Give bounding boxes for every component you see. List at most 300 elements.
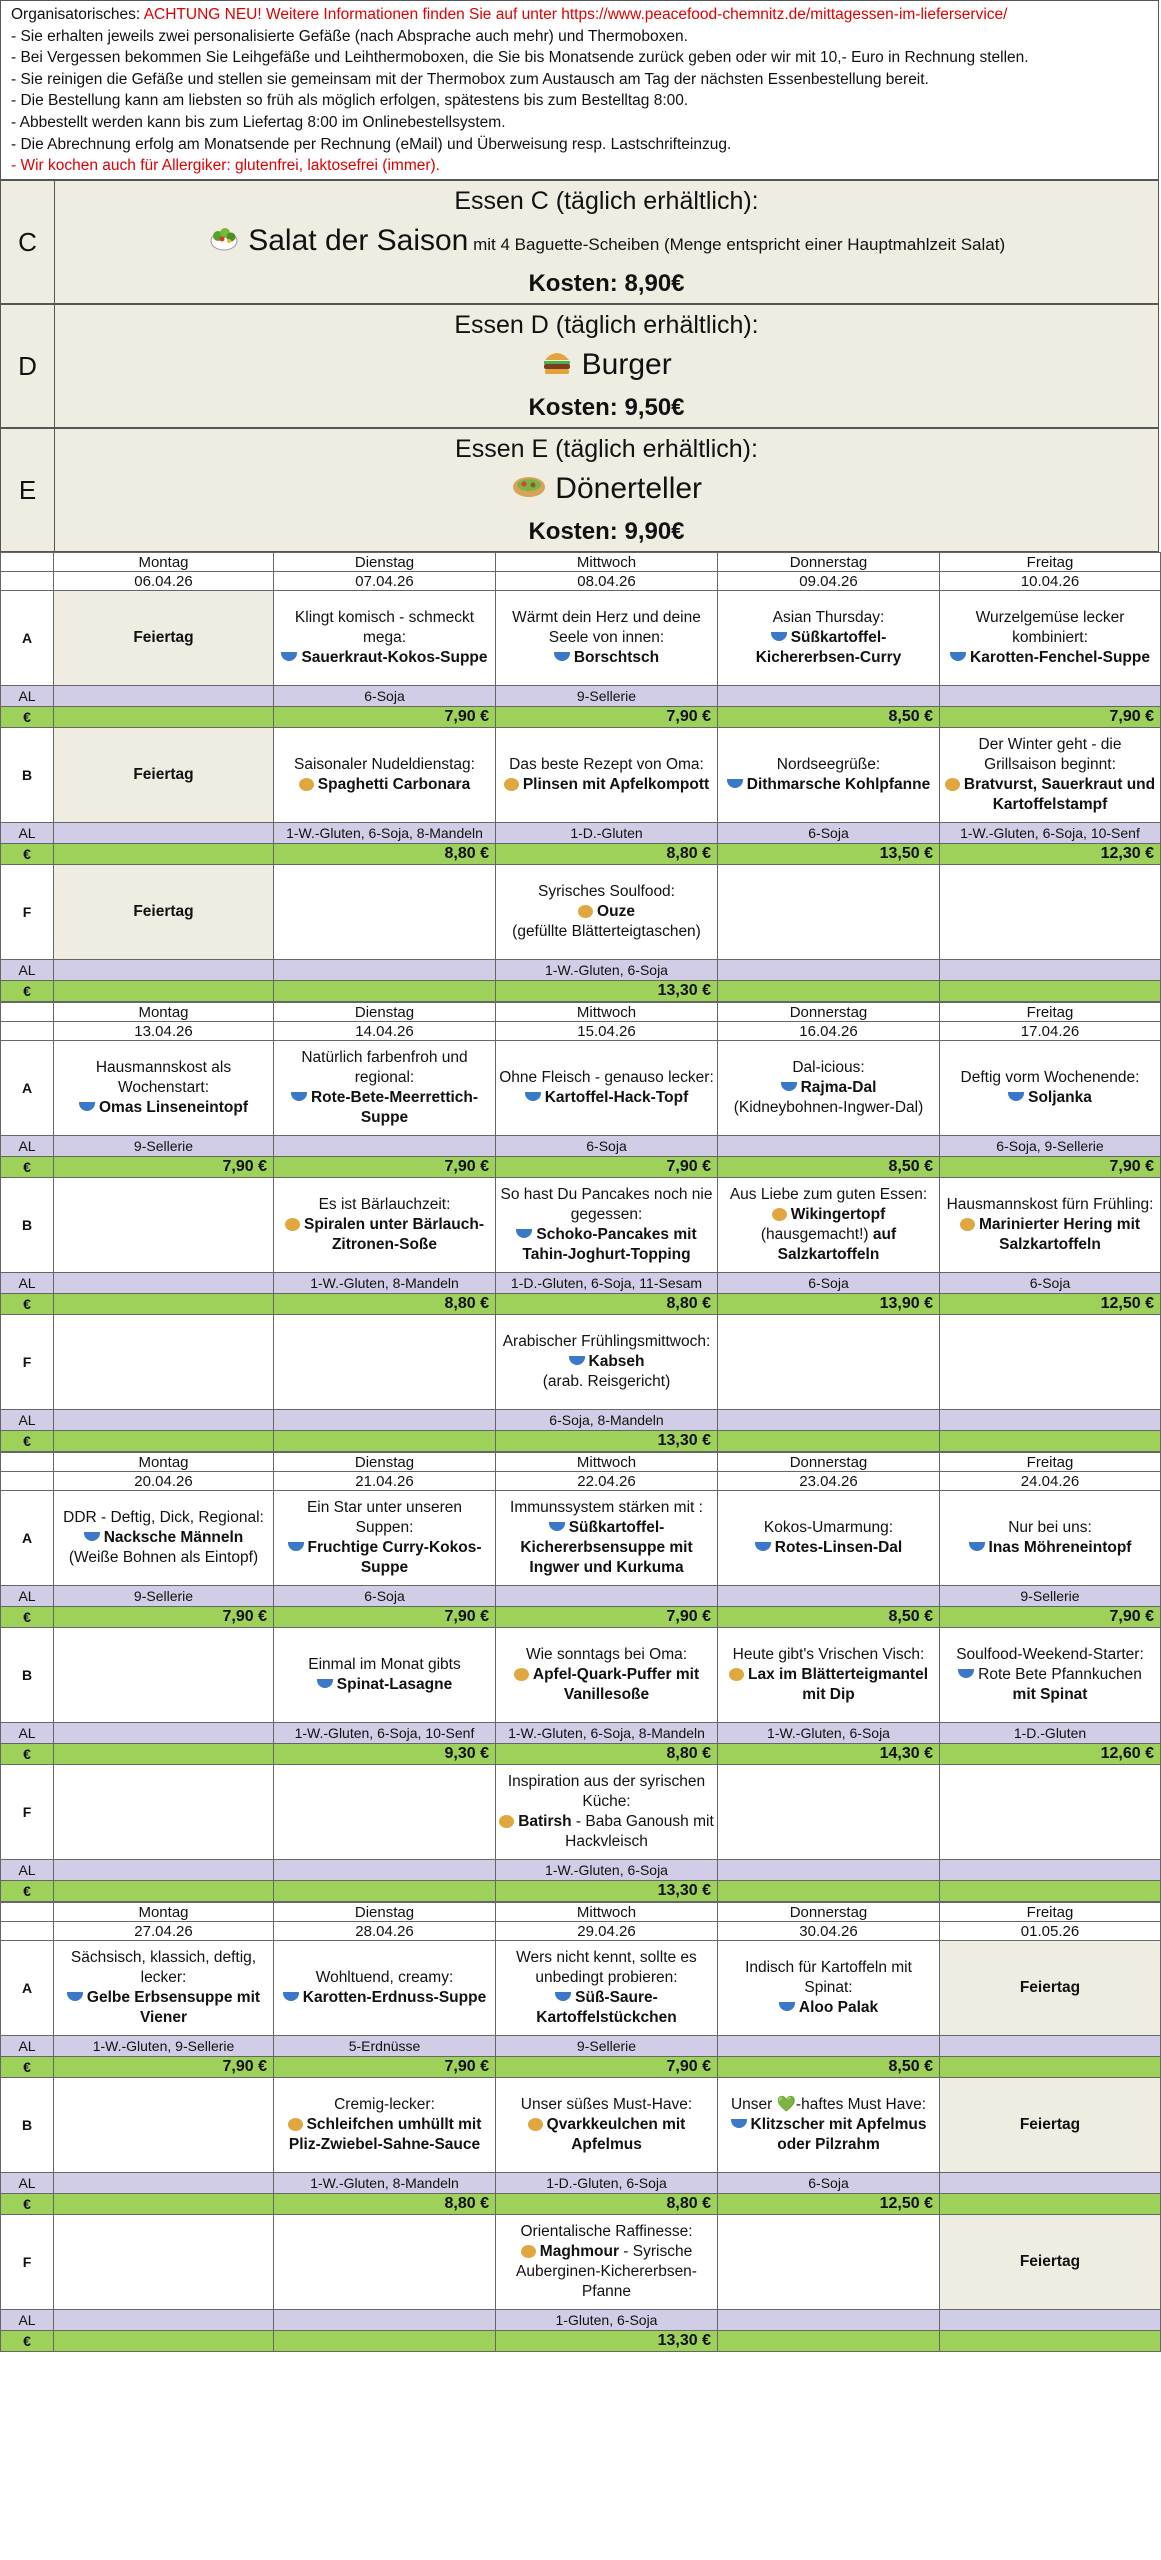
meal-plate-icon	[960, 1218, 975, 1231]
menu-cell[interactable]	[496, 1765, 718, 1860]
row-label: F	[1, 2215, 54, 2310]
dish-name: Rotes-Linsen-Dal	[774, 1539, 903, 1556]
empty-cell	[940, 1315, 1161, 1410]
menu-cell[interactable]	[940, 1491, 1161, 1586]
empty-cell	[718, 2215, 940, 2310]
menu-cell[interactable]	[940, 728, 1161, 823]
allergen-row	[1, 2173, 1161, 2194]
menu-cell[interactable]	[54, 1041, 274, 1136]
holiday-cell: Feiertag	[940, 2078, 1161, 2173]
row-label: €	[1, 2194, 54, 2215]
empty-cell	[940, 1765, 1161, 1860]
menu-row-a	[1, 1491, 1161, 1586]
empty-cell	[54, 1628, 274, 1723]
allergen-cell: 9-Sellerie	[940, 1586, 1161, 1607]
soup-bowl-icon	[281, 652, 297, 661]
dish-intro: DDR - Deftig, Dick, Regional:	[63, 1509, 264, 1526]
allergen-cell	[718, 2036, 940, 2057]
price-row	[1, 844, 1161, 865]
row-label: €	[1, 1431, 54, 1452]
row-label: AL	[1, 2036, 54, 2057]
dish-name: Dithmarsche Kohlpfanne	[746, 776, 931, 793]
soup-bowl-icon	[291, 1092, 307, 1101]
row-label: AL	[1, 1273, 54, 1294]
date-label: 14.04.26	[274, 1022, 496, 1041]
row-label: €	[1, 2057, 54, 2078]
allergen-row	[1, 1586, 1161, 1607]
allergen-row	[1, 823, 1161, 844]
weekday-label: Freitag	[940, 1903, 1161, 1922]
allergen-cell: 6-Soja, 9-Sellerie	[940, 1136, 1161, 1157]
price-cell	[940, 2194, 1161, 2215]
menu-cell[interactable]	[274, 591, 496, 686]
empty-cell	[718, 865, 940, 960]
menu-cell[interactable]	[718, 1178, 940, 1273]
row-label: AL	[1, 1860, 54, 1881]
price-row	[1, 2194, 1161, 2215]
weekly-menu	[0, 552, 1160, 2352]
soup-bowl-icon	[727, 779, 743, 788]
allergen-row	[1, 1860, 1161, 1881]
price-cell: 7,90 €	[496, 2057, 718, 2078]
empty-cell	[718, 1315, 940, 1410]
price-cell: 7,90 €	[274, 1607, 496, 1628]
weekday-label: Montag	[54, 1003, 274, 1022]
price-row	[1, 1881, 1161, 1902]
dish-intro: Ein Star unter unseren Suppen:	[306, 1499, 463, 1536]
menu-row-b	[1, 2078, 1161, 2173]
price-cell: 7,90 €	[54, 1607, 274, 1628]
row-label: AL	[1, 686, 54, 707]
price-cell: 8,80 €	[496, 1294, 718, 1315]
dish-name: Bratvurst, Sauerkraut und Kartoffelstampf	[963, 776, 1156, 813]
menu-cell[interactable]	[274, 728, 496, 823]
menu-cell[interactable]	[496, 865, 718, 960]
empty-cell	[54, 2215, 274, 2310]
empty-cell	[274, 2215, 496, 2310]
date-label: 21.04.26	[274, 1472, 496, 1491]
holiday-cell: Feiertag	[940, 2215, 1161, 2310]
weekday-label: Freitag	[940, 1003, 1161, 1022]
date-label: 22.04.26	[496, 1472, 718, 1491]
dish-desc: (arab. Reisgericht)	[542, 1373, 671, 1390]
menu-cell[interactable]	[54, 1941, 274, 2036]
date-label: 10.04.26	[940, 572, 1161, 591]
soup-bowl-icon	[554, 652, 570, 661]
row-label: A	[1, 1491, 54, 1586]
meal-plate-icon	[288, 2118, 303, 2131]
meal-plate-icon	[729, 1668, 744, 1681]
dish-intro: Aus Liebe zum guten Essen:	[729, 1186, 928, 1203]
allergen-cell: 6-Soja	[718, 1273, 940, 1294]
row-label: A	[1, 1941, 54, 2036]
dish-name: Sauerkraut-Kokos-Suppe	[301, 649, 488, 666]
dish-intro: Dal-icious:	[792, 1059, 865, 1076]
price-cell	[718, 1881, 940, 1902]
allergen-cell	[274, 1136, 496, 1157]
dish-intro: Wohltuend, creamy:	[315, 1969, 454, 1986]
menu-cell[interactable]	[718, 591, 940, 686]
special-name: Burger	[581, 347, 672, 381]
soup-bowl-icon	[516, 1229, 532, 1238]
row-label: €	[1, 981, 54, 1002]
price-row	[1, 707, 1161, 728]
doner-icon	[511, 470, 547, 510]
price-cell: 7,90 €	[54, 1157, 274, 1178]
dish-intro: Orientalische Raffinesse:	[520, 2223, 693, 2240]
menu-cell[interactable]	[496, 1178, 718, 1273]
soup-bowl-icon	[549, 1522, 565, 1531]
row-label: €	[1, 2331, 54, 2352]
allergen-cell: 1-D.-Gluten, 6-Soja, 11-Sesam	[496, 1273, 718, 1294]
row-label: F	[1, 865, 54, 960]
menu-cell[interactable]	[718, 728, 940, 823]
menu-cell[interactable]	[496, 1941, 718, 2036]
meal-plate-icon	[528, 2118, 543, 2131]
holiday-cell: Feiertag	[54, 591, 274, 686]
info-link-notice[interactable]: ACHTUNG NEU! Weitere Informationen finden Sie auf unter https://www.peacefood-chemnitz.de/mittagessen-im-lieferservice/	[143, 6, 1008, 23]
price-cell	[54, 1431, 274, 1452]
dish-name: Wikingertopf	[790, 1206, 886, 1223]
holiday-cell: Feiertag	[940, 1941, 1161, 2036]
date-label: 23.04.26	[718, 1472, 940, 1491]
row-label: €	[1, 707, 54, 728]
row-label: F	[1, 1765, 54, 1860]
allergen-cell: 1-W.-Gluten, 6-Soja	[496, 1860, 718, 1881]
allergen-cell	[718, 1586, 940, 1607]
price-cell: 14,30 €	[718, 1744, 940, 1765]
allergen-row	[1, 960, 1161, 981]
allergen-cell	[54, 686, 274, 707]
weekday-label: Freitag	[940, 553, 1161, 572]
allergen-cell	[54, 1860, 274, 1881]
dish-intro: Indisch für Kartoffeln mit Spinat:	[745, 1959, 912, 1996]
price-cell: 7,90 €	[274, 1157, 496, 1178]
allergen-cell	[54, 823, 274, 844]
soup-bowl-icon	[317, 1679, 333, 1688]
dish-intro: Immunssystem stärken mit :	[510, 1499, 703, 1516]
weekday-label: Montag	[54, 1453, 274, 1472]
dish-name: Spiralen unter Bärlauch-Zitronen-Soße	[303, 1216, 484, 1253]
special-header: Essen C (täglich erhältlich):	[454, 187, 759, 215]
price-cell: 13,30 €	[496, 1881, 718, 1902]
weekday-label: Donnerstag	[718, 1903, 940, 1922]
row-label: AL	[1, 1586, 54, 1607]
price-cell: 8,80 €	[496, 1744, 718, 1765]
weekday-label: Freitag	[940, 1453, 1161, 1472]
price-cell	[718, 981, 940, 1002]
menu-cell[interactable]	[274, 1941, 496, 2036]
special-header: Essen E (täglich erhältlich):	[455, 435, 758, 463]
menu-cell[interactable]	[274, 1491, 496, 1586]
price-row	[1, 1744, 1161, 1765]
price-cell: 8,80 €	[274, 844, 496, 865]
date-label: 29.04.26	[496, 1922, 718, 1941]
menu-cell[interactable]	[496, 728, 718, 823]
weekday-label: Dienstag	[274, 1453, 496, 1472]
weekday-row	[1, 1903, 1161, 1922]
dish-name: Ouze	[597, 903, 635, 920]
menu-row-b	[1, 1628, 1161, 1723]
weekday-label: Dienstag	[274, 1903, 496, 1922]
dish-name: Karotten-Fenchel-Suppe	[970, 649, 1150, 666]
price-cell	[274, 981, 496, 1002]
dish-intro: Wers nicht kennt, sollte es unbedingt probieren:	[516, 1949, 697, 1986]
dish-intro: Das beste Rezept von Oma:	[509, 756, 704, 773]
menu-cell[interactable]	[274, 2078, 496, 2173]
dish-side: auf Salzkartoffeln	[777, 1226, 897, 1263]
info-line: - Sie erhalten jeweils zwei personalisierte Gefäße (nach Absprache auch mehr) und Thermoboxen.	[11, 27, 688, 45]
price-cell	[54, 2194, 274, 2215]
dish-name: Qvarkkeulchen mit Apfelmus	[546, 2116, 686, 2153]
price-cell	[940, 981, 1161, 1002]
row-label: AL	[1, 960, 54, 981]
dish-intro: Der Winter geht - die Grillsaison beginnt:	[978, 736, 1122, 773]
menu-cell[interactable]	[54, 1491, 274, 1586]
meal-plate-icon	[772, 1208, 787, 1221]
menu-row-f	[1, 2215, 1161, 2310]
meal-plate-icon	[521, 2245, 536, 2258]
dish-name: Rajma-Dal	[800, 1079, 877, 1096]
special-desc: mit 4 Baguette-Scheiben (Menge entspricht einer Hauptmahlzeit Salat)	[468, 234, 1006, 254]
date-row	[1, 572, 1161, 591]
allergen-cell: 1-D.-Gluten	[496, 823, 718, 844]
menu-cell[interactable]	[718, 1041, 940, 1136]
allergen-cell	[718, 960, 940, 981]
price-row	[1, 1607, 1161, 1628]
dish-name: Nacksche Männeln	[103, 1529, 244, 1546]
week-table	[0, 552, 1161, 1002]
price-cell: 9,30 €	[274, 1744, 496, 1765]
holiday-cell: Feiertag	[54, 865, 274, 960]
dish-name: Marinierter Hering mit Salzkartoffeln	[978, 1216, 1141, 1253]
price-cell: 7,90 €	[940, 707, 1161, 728]
price-cell: 13,50 €	[718, 844, 940, 865]
salad-icon	[208, 222, 240, 262]
soup-bowl-icon	[755, 1542, 771, 1551]
allergen-cell: 1-Gluten, 6-Soja	[496, 2310, 718, 2331]
price-cell: 13,30 €	[496, 1431, 718, 1452]
dish-intro: Es ist Bärlauchzeit:	[318, 1196, 451, 1213]
allergen-cell: 1-W.-Gluten, 6-Soja, 10-Senf	[274, 1723, 496, 1744]
dish-name: Aloo Palak	[798, 1999, 879, 2016]
price-row	[1, 1294, 1161, 1315]
price-cell	[54, 844, 274, 865]
dish-intro: Hausmannskost fürn Frühling:	[946, 1196, 1154, 1213]
special-header: Essen D (täglich erhältlich):	[454, 311, 759, 339]
allergen-cell	[940, 2173, 1161, 2194]
dish-intro: Syrisches Soulfood:	[538, 883, 675, 900]
info-line: - Sie reinigen die Gefäße und stellen sie gemeinsam mit der Thermobox zum Austausch am Tag der nächsten Essenbestellung bereit.	[11, 70, 929, 88]
menu-cell[interactable]	[496, 1628, 718, 1723]
menu-row-a	[1, 1041, 1161, 1136]
weekday-label: Donnerstag	[718, 553, 940, 572]
meal-plate-icon	[504, 778, 519, 791]
allergen-cell: 1-W.-Gluten, 6-Soja	[718, 1723, 940, 1744]
menu-cell[interactable]	[496, 2215, 718, 2310]
dish-name: Schoko-Pancakes mit Tahin-Joghurt-Topping	[522, 1226, 697, 1263]
dish-desc: (Kidneybohnen-Ingwer-Dal)	[733, 1099, 924, 1116]
dish-name: Kartoffel-Hack-Topf	[544, 1089, 689, 1106]
weekday-row	[1, 1453, 1161, 1472]
menu-cell[interactable]	[496, 2078, 718, 2173]
allergen-cell: 9-Sellerie	[54, 1586, 274, 1607]
allergen-cell	[274, 960, 496, 981]
weekday-label: Montag	[54, 553, 274, 572]
dish-name: Süß-Saure-Kartoffelstückchen	[536, 1989, 677, 2026]
dish-intro: Nur bei uns:	[1008, 1519, 1092, 1536]
soup-bowl-icon	[781, 1082, 797, 1091]
price-cell	[54, 707, 274, 728]
dish-intro: Unser süßes Must-Have:	[520, 2096, 693, 2113]
organisational-info	[0, 0, 1159, 180]
price-cell: 13,90 €	[718, 1294, 940, 1315]
price-cell	[274, 2331, 496, 2352]
menu-cell[interactable]	[718, 1941, 940, 2036]
date-label: 08.04.26	[496, 572, 718, 591]
menu-cell[interactable]	[940, 1178, 1161, 1273]
allergen-cell	[940, 2036, 1161, 2057]
menu-cell[interactable]	[496, 1491, 718, 1586]
special-price: Kosten: 8,90€	[528, 270, 685, 297]
menu-cell[interactable]	[718, 1628, 940, 1723]
allergen-cell: 6-Soja, 8-Mandeln	[496, 1410, 718, 1431]
menu-cell[interactable]	[274, 1041, 496, 1136]
menu-cell[interactable]	[496, 591, 718, 686]
info-line: Organisatorisches: ACHTUNG NEU! Weitere Informationen finden Sie auf unter https://www.peacefood-chemnitz.de/mittagessen-im-lieferservice/	[11, 6, 1008, 23]
allergen-cell	[940, 1410, 1161, 1431]
dish-intro: Cremig-lecker:	[334, 2096, 435, 2113]
menu-cell[interactable]	[274, 1178, 496, 1273]
dish-name-plain: Rote Bete Pfannkuchen	[978, 1666, 1142, 1683]
dish-intro: Deftig vorm Wochenende:	[960, 1069, 1140, 1086]
allergen-cell	[54, 1273, 274, 1294]
special-name: Dönerteller	[555, 471, 703, 505]
soup-bowl-icon	[67, 1992, 83, 2001]
menu-cell[interactable]	[496, 1315, 718, 1410]
allergen-row	[1, 1136, 1161, 1157]
allergen-cell	[940, 1860, 1161, 1881]
dish-desc: - Syrische Auberginen-Kichererbsen-Pfanne	[516, 2243, 697, 2300]
allergen-cell: 9-Sellerie	[496, 686, 718, 707]
dish-desc: - Baba Ganoush mit Hackvleisch	[565, 1813, 714, 1850]
dish-name: Spaghetti Carbonara	[317, 776, 471, 793]
soup-bowl-icon	[288, 1542, 304, 1551]
empty-cell	[274, 865, 496, 960]
week-table	[0, 1452, 1161, 1902]
price-cell	[54, 1881, 274, 1902]
allergen-row	[1, 1410, 1161, 1431]
price-cell	[274, 1881, 496, 1902]
price-cell: 8,50 €	[718, 1157, 940, 1178]
allergen-cell: 1-W.-Gluten, 9-Sellerie	[54, 2036, 274, 2057]
date-label: 13.04.26	[54, 1022, 274, 1041]
special-c	[0, 180, 1159, 304]
menu-cell[interactable]	[496, 1041, 718, 1136]
soup-bowl-icon	[779, 2002, 795, 2011]
price-cell: 8,80 €	[496, 2194, 718, 2215]
price-cell: 8,80 €	[274, 2194, 496, 2215]
dish-intro: Soulfood-Weekend-Starter:	[956, 1646, 1144, 1663]
dish-name: Kabseh	[588, 1353, 645, 1370]
date-row	[1, 1022, 1161, 1041]
menu-cell[interactable]	[718, 2078, 940, 2173]
weekday-label: Mittwoch	[496, 1003, 718, 1022]
row-label: B	[1, 728, 54, 823]
allergy-note: - Wir kochen auch für Allergiker: glutenfrei, laktosefrei (immer).	[11, 157, 440, 175]
price-cell	[940, 2331, 1161, 2352]
menu-cell[interactable]	[940, 1628, 1161, 1723]
dish-intro: Einmal im Monat gibts	[308, 1656, 461, 1673]
row-label: AL	[1, 2310, 54, 2331]
price-cell	[718, 2331, 940, 2352]
price-cell: 13,30 €	[496, 2331, 718, 2352]
weekday-label: Donnerstag	[718, 1453, 940, 1472]
meal-plate-icon	[299, 778, 314, 791]
menu-cell[interactable]	[274, 1628, 496, 1723]
row-label: €	[1, 1607, 54, 1628]
week-table	[0, 1902, 1161, 2352]
empty-cell	[54, 2078, 274, 2173]
soup-bowl-icon	[84, 1532, 100, 1541]
dish-intro: So hast Du Pancakes noch nie gegessen:	[500, 1186, 713, 1223]
dish-intro: Ohne Fleisch - genauso lecker:	[499, 1069, 714, 1086]
price-cell: 8,50 €	[718, 1607, 940, 1628]
allergen-cell: 1-W.-Gluten, 6-Soja, 8-Mandeln	[274, 823, 496, 844]
weekday-label: Donnerstag	[718, 1003, 940, 1022]
price-cell: 12,50 €	[940, 1294, 1161, 1315]
menu-cell[interactable]	[940, 591, 1161, 686]
empty-cell	[54, 1765, 274, 1860]
date-row	[1, 1472, 1161, 1491]
price-row	[1, 2331, 1161, 2352]
allergen-cell: 6-Soja	[940, 1273, 1161, 1294]
weekday-label: Mittwoch	[496, 1453, 718, 1472]
price-cell: 7,90 €	[496, 707, 718, 728]
price-cell: 7,90 €	[54, 2057, 274, 2078]
allergen-cell: 1-W.-Gluten, 6-Soja, 10-Senf	[940, 823, 1161, 844]
dish-intro: Asian Thursday:	[772, 609, 885, 626]
date-label: 28.04.26	[274, 1922, 496, 1941]
date-label: 09.04.26	[718, 572, 940, 591]
dish-intro: Natürlich farbenfroh und regional:	[301, 1049, 468, 1086]
menu-cell[interactable]	[940, 1041, 1161, 1136]
allergen-cell: 9-Sellerie	[496, 2036, 718, 2057]
dish-name: Soljanka	[1028, 1089, 1092, 1106]
dish-intro: Wie sonntags bei Oma:	[525, 1646, 688, 1663]
menu-cell[interactable]	[718, 1491, 940, 1586]
price-cell	[940, 1881, 1161, 1902]
price-cell: 7,90 €	[274, 2057, 496, 2078]
meal-plate-icon	[945, 778, 960, 791]
dish-name: Lax im Blätterteigmantel mit Dip	[747, 1666, 929, 1703]
dish-name: Fruchtige Curry-Kokos-Suppe	[307, 1539, 482, 1576]
row-label: B	[1, 2078, 54, 2173]
weekday-label: Mittwoch	[496, 553, 718, 572]
allergen-cell	[718, 1136, 940, 1157]
dish-intro: Inspiration aus der syrischen Küche:	[507, 1773, 706, 1810]
price-cell: 12,50 €	[718, 2194, 940, 2215]
allergen-cell: 6-Soja	[496, 1136, 718, 1157]
allergen-row	[1, 1723, 1161, 1744]
price-cell: 12,60 €	[940, 1744, 1161, 1765]
soup-bowl-icon	[950, 652, 966, 661]
special-name: Salat der Saison	[248, 223, 469, 257]
menu-row-b	[1, 728, 1161, 823]
empty-cell	[274, 1315, 496, 1410]
price-cell	[54, 2331, 274, 2352]
price-cell	[940, 1431, 1161, 1452]
